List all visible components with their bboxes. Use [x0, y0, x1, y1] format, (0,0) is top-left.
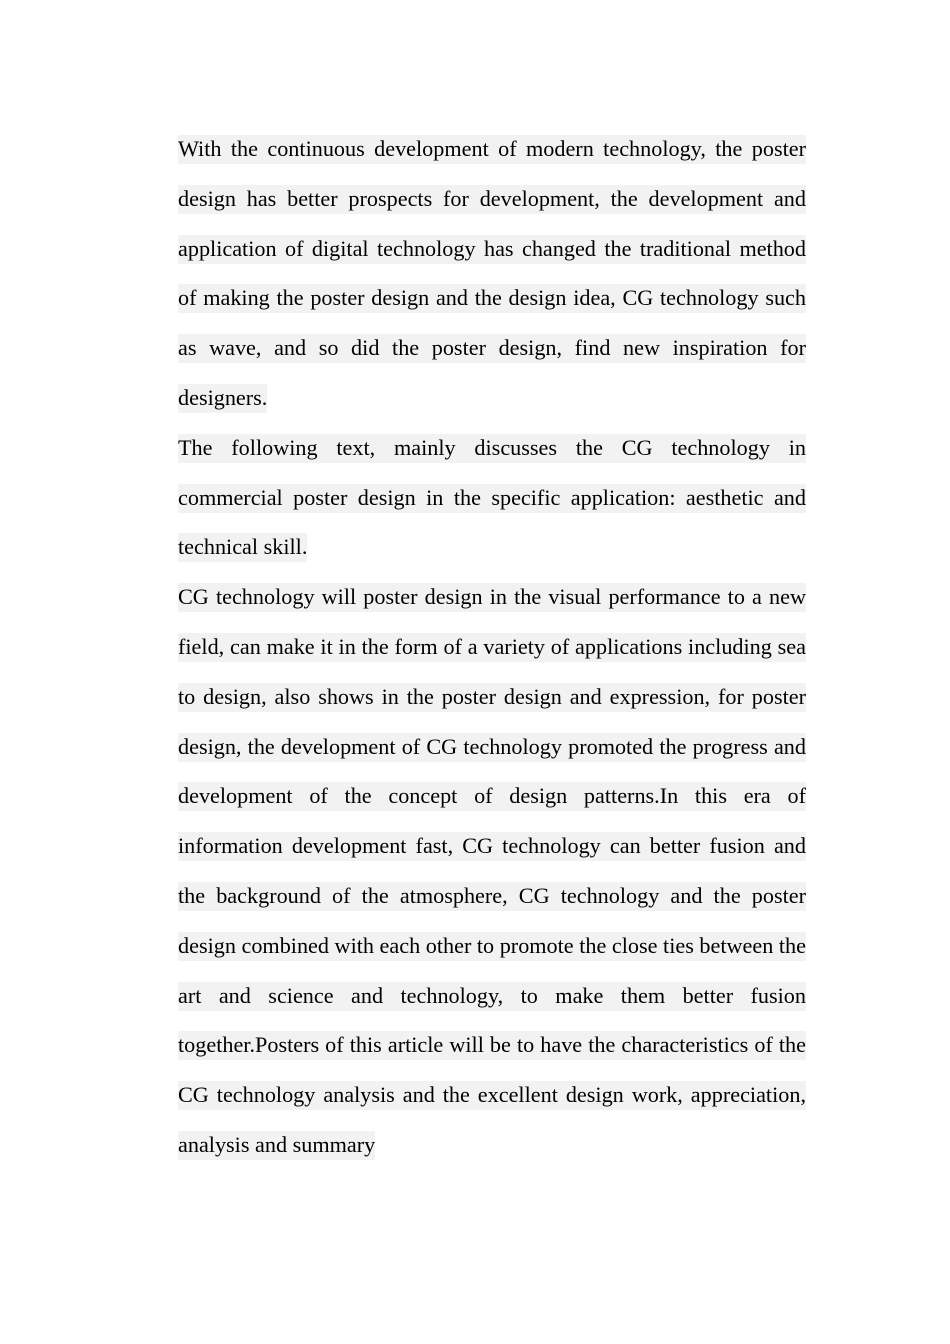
paragraph-scope: [178, 423, 806, 572]
document-page: [178, 124, 806, 1170]
paragraph-scope-text: The following text, mainly discusses the CG technology in commercial poster design in the specific application: aesthetic and technical skill.: [178, 434, 806, 563]
paragraph-intro: [178, 124, 806, 423]
paragraph-body-text: CG technology will poster design in the visual performance to a new field, can make it in the form of a variety of applications including sea to design, also shows in the poster design and expression, for poster design, the development of CG technology promoted the progress and development of the concept of design patterns.In this era of information development fast, CG technology can better fusion and the background of the atmosphere, CG technology and the poster design combined with each other to promote the close ties between the art and science and technology, to make them better fusion together.Posters of this article will be to have the characteristics of the CG technology analysis and the excellent design work, appreciation, analysis and summary: [178, 583, 806, 1160]
paragraph-intro-text: With the continuous development of modern technology, the poster design has better prospects for development, the development and application of digital technology has changed the traditional method of making the poster design and the design idea, CG technology such as wave, and so did the poster design, find new inspiration for designers.: [178, 135, 806, 413]
paragraph-body: [178, 572, 806, 1170]
